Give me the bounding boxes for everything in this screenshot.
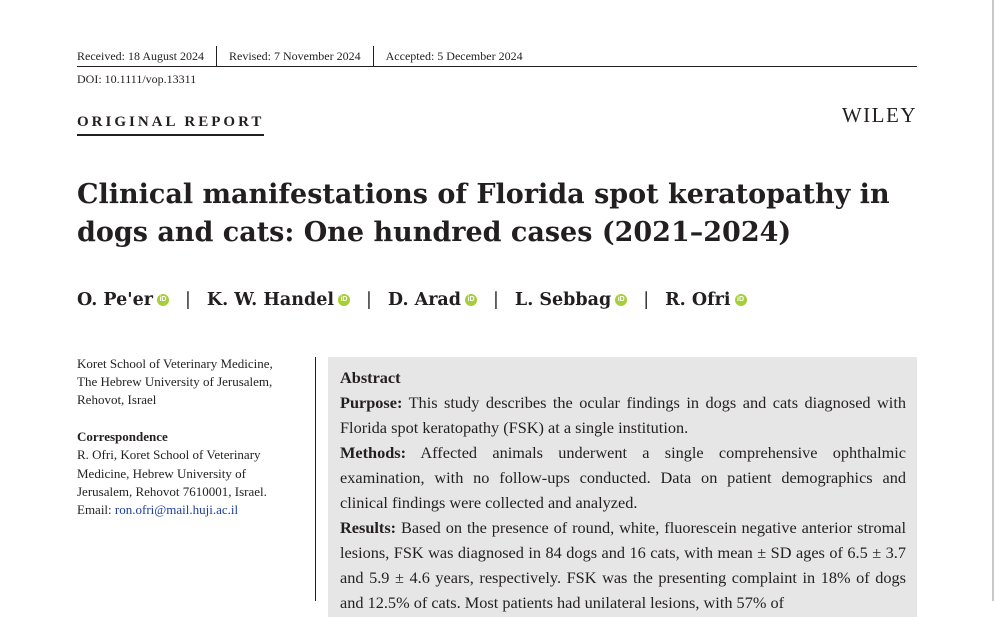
- email-link[interactable]: ron.ofri@mail.huji.ac.il: [114, 502, 239, 518]
- author[interactable]: R. Ofri iD: [665, 290, 746, 310]
- correspondence-heading: Correspondence: [77, 429, 168, 444]
- orcid-icon[interactable]: iD: [157, 294, 169, 306]
- orcid-icon[interactable]: iD: [735, 294, 747, 306]
- received-date: Received: 18 August 2024: [77, 46, 217, 66]
- correspondence: Correspondence R. Ofri, Koret School of Veterinary Medicine, Hebrew University of Jerusalem, Rehovot 7610001, Israel. Email: ron.ofri@mail.huji.ac.il: [77, 428, 302, 519]
- author[interactable]: K. W. Handel iD: [207, 290, 350, 310]
- author-separator: |: [365, 290, 372, 310]
- abstract-results: Results: Based on the presence of round, white, fluorescein negative anterior stromal lesions, FSK was diagnosed in 84 dogs and 16 cats, with mean ± SD ages of 6.5 ± 3.7 and 5.9 ± 4.6 years, respectively. FSK was the presenting complaint in 18% of dogs and 12.5% of cats. Most patients had unilateral lesions, with 57% of: [340, 518, 906, 612]
- author[interactable]: D. Arad iD: [388, 290, 477, 310]
- abstract-box: [328, 357, 917, 617]
- orcid-icon[interactable]: iD: [465, 294, 477, 306]
- author-separator: |: [493, 290, 499, 310]
- affiliation: Koret School of Veterinary Medicine, The Hebrew University of Jerusalem, Rehovot, Israel: [77, 356, 273, 407]
- abstract-purpose: Purpose: This study describes the ocular findings in dogs and cats diagnosed with Florida spot keratopathy (FSK) at a single institution.: [340, 393, 906, 437]
- abstract-heading: Abstract: [340, 368, 401, 387]
- author[interactable]: L. Sebbag iD: [515, 290, 627, 310]
- article-type: ORIGINAL REPORT: [77, 114, 264, 136]
- author-separator: |: [184, 290, 191, 310]
- author[interactable]: O. Pe'er iD: [77, 290, 169, 310]
- revised-date: Revised: 7 November 2024: [217, 46, 374, 66]
- author-list: [77, 290, 747, 310]
- article-title: Clinical manifestations of Florida spot keratopathy in dogs and cats: One hundred cases (2021–2024): [77, 179, 890, 248]
- accepted-date: Accepted: 5 December 2024: [385, 49, 523, 63]
- email-label: Email:: [77, 502, 112, 518]
- orcid-icon[interactable]: iD: [338, 294, 350, 306]
- author-separator: |: [643, 290, 650, 310]
- doi[interactable]: DOI: 10.1111/vop.13311: [77, 72, 197, 86]
- publisher-logo: WILEY: [841, 103, 917, 127]
- abstract-methods: Methods: Affected animals underwent a single comprehensive ophthalmic examination, with no follow-ups conducted. Data on patient demographics and clinical findings were collected and analyzed.: [340, 443, 907, 512]
- history-dates: [77, 46, 917, 67]
- orcid-icon[interactable]: iD: [615, 294, 627, 306]
- column-divider: [315, 357, 316, 601]
